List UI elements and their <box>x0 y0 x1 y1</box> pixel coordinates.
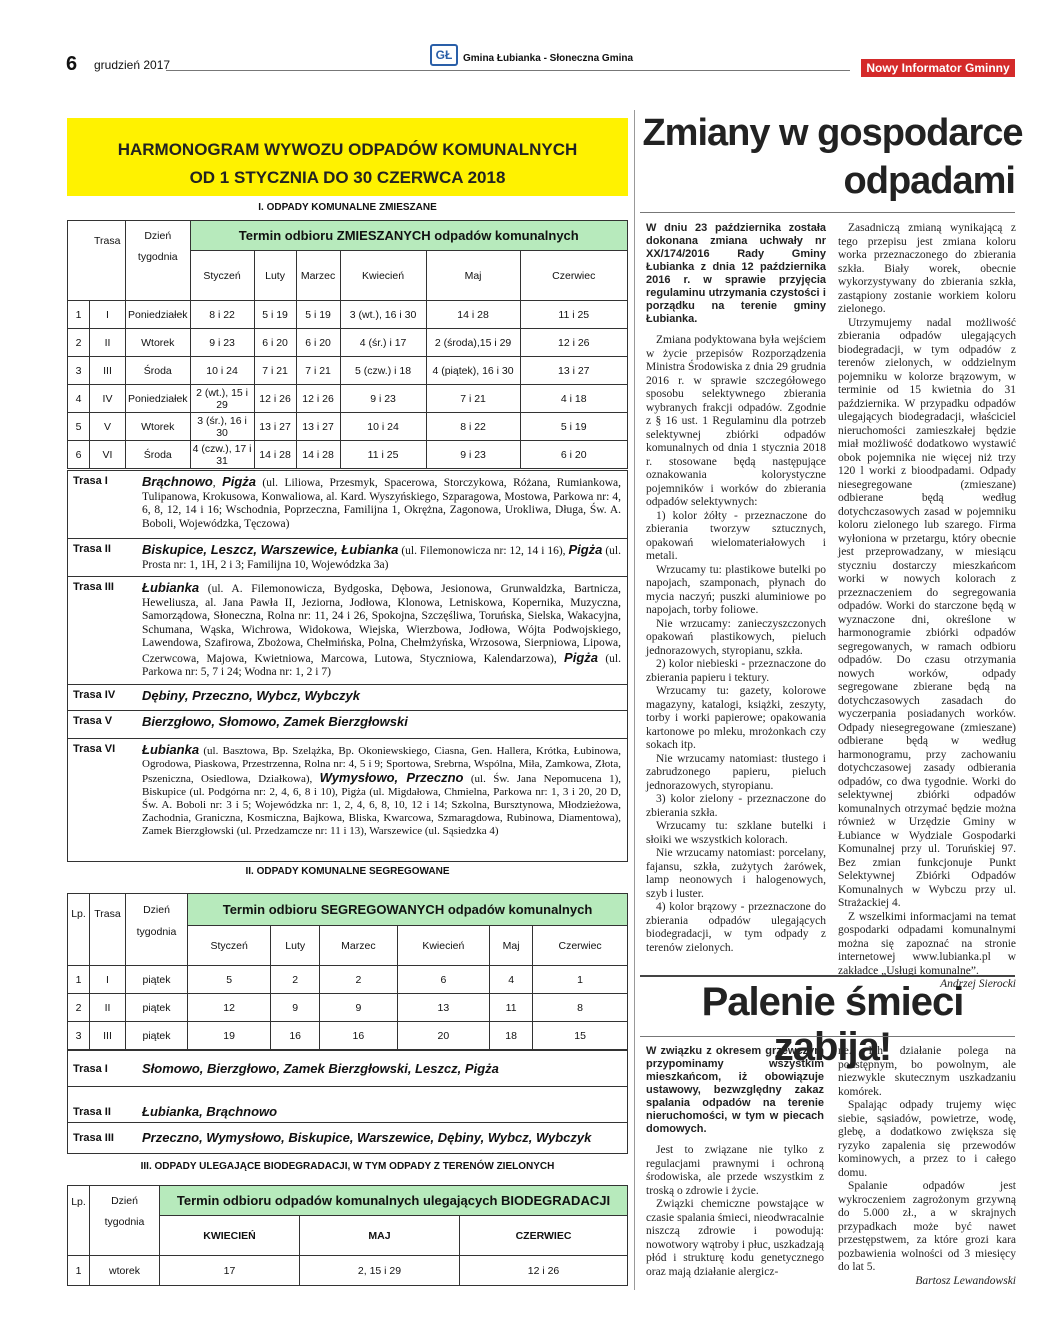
cell: 6 i 20 <box>254 329 296 357</box>
table-row <box>68 385 628 413</box>
cell: 2 <box>320 966 398 994</box>
section-2-title: II. ODPADY KOMUNALNE SEGREGOWANE <box>245 866 450 877</box>
route-village: Pigża <box>568 542 603 557</box>
mixed-waste-table <box>67 220 628 469</box>
article-1-lead: W dniu 23 października została dokonana zmiana uchwały nr XX/174/2016 Rady Gminy Łubianka z dnia 12 października 2016 r. w sprawie przyjęcia regulaminu utrzymania czystości i porządku na terenie gminy Łubianka. <box>646 222 826 325</box>
cell: 1 <box>533 966 628 994</box>
table-row <box>68 329 628 357</box>
cell: V <box>90 413 126 441</box>
schedule-subtitle: OD 1 STYCZNIA DO 30 CZERWCA 2018 <box>189 168 506 187</box>
cell: 7 i 21 <box>426 385 520 413</box>
cell: 4 <box>490 966 533 994</box>
route-village: Dębiny, Przeczno, Wybcz, Wybczyk <box>142 688 360 703</box>
cell: 11 <box>490 994 533 1022</box>
cell: 13 i 27 <box>520 357 627 385</box>
paragraph: Nie wrzucamy natomiast: tłustego i zabrudzonego papieru, pieluch jednorazowych, styropianu. <box>646 752 826 792</box>
cell: VI <box>90 441 126 469</box>
cell: Wtorek <box>126 329 191 357</box>
cell: 4 <box>68 385 90 413</box>
month-header: Marzec <box>296 251 340 301</box>
month-header: Kwiecień <box>397 926 489 966</box>
cell: 2, 15 i 29 <box>300 1256 460 1286</box>
route-village: Pigża <box>222 474 257 489</box>
header-rule <box>166 70 850 71</box>
cell: 5 <box>68 413 90 441</box>
route-label: Trasa III <box>73 1132 114 1144</box>
issue-date: grudzień 2017 <box>94 58 171 72</box>
page-header <box>0 0 1050 90</box>
route-streets <box>136 577 627 684</box>
cell: 9 i 23 <box>190 329 254 357</box>
paragraph: Spalanie odpadów jest wykroczeniem zagrożonym grzywną do 5.000 zł., a w skrajnych przypadkach może być nawet przestępstwem, za które grozi kara pozbawienia wolności od 3 miesięcy do lat 5. <box>838 1180 1016 1273</box>
route-streets <box>136 739 627 861</box>
schedule-title: HARMONOGRAM WYWOZU ODPADÓW KOMUNALNYCH <box>117 140 578 159</box>
route-village: Łubianka <box>142 580 200 595</box>
month-header: CZERWIEC <box>460 1216 628 1256</box>
cell: IV <box>90 385 126 413</box>
cell: 1 <box>68 301 90 329</box>
cell: 14 i 28 <box>254 441 296 469</box>
route-village: Bierzgłowo, Słomowo, Zamek Bierzgłowski <box>142 714 408 729</box>
route-text: , <box>212 477 223 489</box>
article-2-lead: W związku z okresem grzewczym przypominamy wszystkim mieszkańcom, iż obowiązuje ustawowy, bezwzględny zakaz spalania odpadów na terenie nieruchomości, w tym w piecach domowych. <box>646 1045 824 1135</box>
article-1-headline-2: odpadami <box>843 160 1015 202</box>
cell: III <box>90 357 126 385</box>
article-2-headline: Palenie śmieci zabija! <box>701 980 964 1069</box>
paragraph: Utrzymujemy nadal możliwość zbierania odpadów ulegających biodegradacji, w tym odpadów z terenów zielonych, w oddzielnym pojemniku w kolorze brązowym, w terminie od 15 kwietnia do 31 października. W przypadku odpadów ulegających biodegradacji, właściciel nieruchomości zamieszkałej będzie miał możliwość dodatkowo wystawić obok pojemnika nie więcej niż trzy 120 l worki z bioodpadami. Odpady niesegregowane (zmieszane) odbierane będą według dotychczasowych zasad w pojemniku koloru zielonego lub szarego. Firma wyłoniona w przetargu, który obecnie jest przeprowadzany, w miesiącu styczniu dostarczy mieszkańcom worki w nowych kolorach z przeznaczeniem do segregowania odpadów. Worki do starczone będą w wyznaczone dni, określone w harmonogramie zbiórki odpadów segregowanych, w ramach odbioru odpadów. Do czasu otrzymania nowych worków, odpady segregowane zbierane będą na dotychczasowych zasadach do wyczerpania posiadanych worków. Odpady niesegregowane (zmieszane) odbierane będą w według harmonogramu, przy zachowaniu dotychczasowej zasady odbierania odpadów, co dwa tygodnie. Worki do selektywnej zbiórki odpadów komunalnych otrzymać będzie można również w Urzędzie Gminy w Łubiance w Wydziale Gospodarki Komunalnej przy ul. Toruńskiej 97. Bez zmian funkcjonuje Punkt Selektywnej Zbiórki Odpadów Komunalnych w Wybczu przy ul. Strażackiej 4. <box>838 316 1016 909</box>
cell: 2 <box>68 994 90 1022</box>
cell: 5 i 19 <box>254 301 296 329</box>
bio-termin-header: Termin odbioru odpadów komunalnych ulegających BIODEGRADACJI <box>160 1186 628 1216</box>
route-row <box>68 1087 627 1123</box>
cell: 14 i 28 <box>426 301 520 329</box>
section-3-title: III. ODPADY ULEGAJĄCE BIODEGRADACJI, W TYM ODPADY Z TERENÓW ZIELONYCH <box>140 1161 555 1172</box>
col-trasa: Trasa <box>90 221 126 301</box>
paragraph: Spalając odpady trujemy więc siebie, sąsiadów, powietrze, wodę, glebę, a dodatkowo zwiększa się ryzyko zapalenia się przewodów kominowych, a przez to i całego domu. <box>838 1099 1016 1179</box>
cell: 15 <box>533 1022 628 1050</box>
headline-rule <box>640 212 1015 213</box>
cell: 11 i 25 <box>340 441 426 469</box>
cell: 4 (piątek), 16 i 30 <box>426 357 520 385</box>
paragraph: Wrzucamy tu: gazety, kolorowe magazyny, katalogi, książki, zeszyty, torby i worki papierowe; opakowania kartonowe po mleku, mrożonkach czy sokach itp. <box>646 685 826 751</box>
paragraph: Jest to związane nie tylko z regulacjami prawnymi i ochroną środowiska, ale przede wszystkim z troską o zdrowie i życie. <box>646 1144 824 1197</box>
article-2-col-1 <box>646 1045 824 1279</box>
cell: 12 <box>188 994 271 1022</box>
section-1-title: I. ODPADY KOMUNALNE ZMIESZANE <box>258 202 437 213</box>
paper-name-badge: Nowy Informator Gminny <box>861 59 1015 77</box>
cell: I <box>90 301 126 329</box>
month-header: Styczeń <box>188 926 271 966</box>
article-1-headline-1: Zmiany w gospodarce <box>642 112 1023 154</box>
col-dzien: Dzień <box>90 1186 160 1216</box>
route-row <box>68 739 627 861</box>
route-row <box>68 711 627 739</box>
cell: Poniedziałek <box>126 301 191 329</box>
article-separator <box>640 975 1015 977</box>
route-village: Brąchnowo <box>142 474 213 489</box>
cell: 3 <box>68 1022 90 1050</box>
route-village: Wymysłowo, Przeczno <box>319 770 464 785</box>
cell: 13 i 27 <box>254 413 296 441</box>
table-row <box>68 966 628 994</box>
cell: 16 <box>271 1022 320 1050</box>
route-village: Biskupice, Leszcz, Warszewice, Łubianka <box>142 542 399 557</box>
route-label: Trasa II <box>73 1106 111 1118</box>
cell: 4 i 18 <box>520 385 627 413</box>
col-tygodnia: tygodnia <box>126 926 188 966</box>
route-streets <box>136 711 627 738</box>
cell: 1 <box>68 966 90 994</box>
cell: 10 i 24 <box>190 357 254 385</box>
route-label: Trasa IV <box>73 689 116 701</box>
paragraph: Zasadniczą zmianą wynikającą z tego przepisu jest zmiana koloru worka przeznaczonego do zbierania szkła. Biały worek, obecnie wykorzystywany do zbierania szkła, zastąpiony zostanie workiem koloru zielonego. <box>838 222 1016 315</box>
cell: 8 i 22 <box>426 413 520 441</box>
bio-waste-table <box>67 1185 628 1286</box>
cell: 11 i 25 <box>520 301 627 329</box>
cell: 12 i 26 <box>460 1256 628 1286</box>
paragraph: Z wszelkimi informacjami na temat gospodarki odpadami komunalnymi można się zapoznać na stronie internetowej www.lubianka.pl w zakładce „Usługi komunalne”. <box>838 910 1016 977</box>
cell: 3 (śr.), 16 i 30 <box>190 413 254 441</box>
route-label: Trasa V <box>73 715 113 727</box>
route-row <box>68 1051 627 1087</box>
cell: 2 <box>271 966 320 994</box>
cell: piątek <box>126 994 188 1022</box>
cell: wtorek <box>90 1256 160 1286</box>
cell: 5 (czw.) i 18 <box>340 357 426 385</box>
month-header: Kwiecień <box>340 251 426 301</box>
article-2-author: Bartosz Lewandowski <box>915 1274 1016 1287</box>
cell: piątek <box>126 1022 188 1050</box>
cell: 9 <box>320 994 398 1022</box>
col-dzien: Dzień <box>126 221 191 251</box>
paragraph: Nie wrzucamy: zanieczyszczonych opakowań plastikowych, pieluch jednorazowych, styropianu, szkła. <box>646 617 826 657</box>
route-label: Trasa III <box>73 581 114 593</box>
cell: 5 i 19 <box>296 301 340 329</box>
paragraph: Wrzucamy tu: szklane butelki i słoiki we wszystkich kolorach. <box>646 820 826 846</box>
route-text: (ul. Prosta nr: 1, 1H, 2 i 3; Familijna 10, Wojewódzka 3a) <box>142 545 622 571</box>
cell: Środa <box>126 357 191 385</box>
article-2-col-2 <box>838 1045 1016 1288</box>
month-header: KWIECIEŃ <box>160 1216 300 1256</box>
route-villages: Słomowo, Bierzgłowo, Zamek Bierzgłowski, Leszcz, Pigża <box>142 1060 499 1076</box>
route-text: (ul. Parkowa nr: 5, 7 i 24; Wodna nr: 1, 2 i 7) <box>142 652 621 678</box>
col-dzien: Dzień <box>126 894 188 926</box>
segregated-waste-table <box>67 893 628 1050</box>
route-text: (ul. Filemonowicza nr: 12, 14 i 16), <box>398 545 569 557</box>
cell: 18 <box>490 1022 533 1050</box>
cell: Poniedziałek <box>126 385 191 413</box>
schedule-title-box <box>67 118 628 196</box>
route-streets <box>136 685 627 710</box>
cell: Wtorek <box>126 413 191 441</box>
month-header: Maj <box>426 251 520 301</box>
table-row <box>68 357 628 385</box>
cell: 12 i 26 <box>520 329 627 357</box>
cell: 3 <box>68 357 90 385</box>
cell: 17 <box>160 1256 300 1286</box>
route-village: Pigża <box>564 649 599 665</box>
month-header: Maj <box>490 926 533 966</box>
segregated-termin-header: Termin odbioru SEGREGOWANYCH odpadów komunalnych <box>188 894 628 926</box>
cell: 7 i 21 <box>254 357 296 385</box>
paragraph: Nie wrzucamy natomiast: porcelany, fajansu, szkła, zużytych żarówek, lamp neonowych i halogenowych, szyb i luster. <box>646 847 826 900</box>
route-row <box>68 577 627 685</box>
month-header: Luty <box>254 251 296 301</box>
table-row <box>68 994 628 1022</box>
cell: 12 i 26 <box>254 385 296 413</box>
cell: 4 (czw.), 17 i 31 <box>190 441 254 469</box>
segregated-routes-box <box>67 1050 628 1154</box>
cell: 6 i 20 <box>296 329 340 357</box>
route-row <box>68 685 627 711</box>
cell: 3 (wt.), 16 i 30 <box>340 301 426 329</box>
cell: 8 <box>533 994 628 1022</box>
cell: piątek <box>126 966 188 994</box>
col-lp <box>68 221 90 301</box>
cell: II <box>90 994 126 1022</box>
table-row <box>68 1256 628 1286</box>
paragraph: Zmiana podyktowana była wejściem w życie przepisów Rozporządzenia Ministra Środowiska z dnia 29 grudnia 2016 r. w sprawie szczegółowego sposobu selektywnego zbierania wybranych frakcji odpadów. Zgodnie z § 16 ust. 1 Regulaminu dla potrzeb selektywnej zbiórki odpadów komunalnych od dnia 1 stycznia 2018 r. stosowane będą następujące oznakowania kolorystyczne pojemników i worków do zbierania odpadów selektywnych: <box>646 334 826 508</box>
route-text: (ul. Św. Jana Nepomucena 1), Biskupice (ul. Podgórna nr: 2, 4, 6, 8 i 10), Pigża (ul. Migdałowa, Chmielna, Parkowa nr: 1, 3 i 20, 20 D, Św. A. Boboli nr: 3 i 5; Wojewódzka nr: 1, 2, 4, 6, 8, 10, 12 i 14; Szkolna, Bursztynowa, Młodzieżowa, Zachodnia, Graniczna, Kosmiczna, Bajkowa, Bliska, Kwarcowa, Szmaragdowa, Rubinowa, Diamentowa), Zamek Bierzgłowski (ul. Przedzamcze nr: 11 i 13), Warszewice (ul. Sąsiedzka 4) <box>142 773 621 837</box>
col-lp: Lp. <box>68 894 90 966</box>
cell: 13 i 27 <box>296 413 340 441</box>
mixed-routes-box <box>67 470 628 862</box>
route-label: Trasa VI <box>73 743 116 755</box>
route-label: Trasa I <box>73 475 108 487</box>
paragraph: ne. Ich działanie polega na podstępnym, bo powolnym, ale niezwykle skutecznym uszkadzaniu komórek. <box>838 1045 1016 1098</box>
col-trasa: Trasa <box>90 894 126 966</box>
cell: III <box>90 1022 126 1050</box>
route-villages: Łubianka, Brąchnowo <box>142 1103 278 1119</box>
cell: 6 <box>68 441 90 469</box>
col-tygodnia: tygodnia <box>90 1216 160 1256</box>
cell: 7 i 21 <box>296 357 340 385</box>
article-1-author: Andrzej Sierocki <box>940 978 1016 990</box>
route-label: Trasa II <box>73 543 111 555</box>
route-villages: Przeczno, Wymysłowo, Biskupice, Warszewice, Dębiny, Wybcz, Wybczyk <box>142 1130 592 1146</box>
page-number: 6 <box>66 53 78 75</box>
cell: 12 i 26 <box>296 385 340 413</box>
cell: 10 i 24 <box>340 413 426 441</box>
month-header: Styczeń <box>190 251 254 301</box>
paragraph: 2) kolor niebieski - przeznaczone do zbierania papieru i tektury. <box>646 658 826 684</box>
cell: 9 i 23 <box>426 441 520 469</box>
route-streets <box>136 471 627 538</box>
cell: 5 i 19 <box>520 413 627 441</box>
cell: 16 <box>320 1022 398 1050</box>
article-1-col-2 <box>838 222 1016 992</box>
route-row <box>68 471 627 539</box>
paragraph: 1) kolor żółty - przeznaczone do zbierania tworzyw sztucznych, opakowań wielomateriałowych i metali. <box>646 509 826 562</box>
cell: 2 <box>68 329 90 357</box>
headline-rule <box>640 1036 1015 1037</box>
cell: 2 (wt.), 15 i 29 <box>190 385 254 413</box>
table-row <box>68 441 628 469</box>
month-header: Czerwiec <box>533 926 628 966</box>
gmina-name: Gmina Łubianka - Słoneczna Gmina <box>463 53 634 64</box>
cell: 6 i 20 <box>520 441 627 469</box>
cell: 6 <box>397 966 489 994</box>
cell: I <box>90 966 126 994</box>
route-text: (ul. Liliowa, Przesmyk, Spacerowa, Storczykowa, Różana, Rumiankowa, Tulipanowa, Krokusowa, Konwaliowa, al. Kard. Wyszyńskiego, Szparagowa, Mostowa, Parkowa nr: 4, 6, 8, 12, 14 i 16; Wschodnia, Poprzeczna, Familijna 1, Okrężna, Zagonowa, Urokliwa, Długa, Św. A. Boboli, Wojewódzka, Tęczowa) <box>142 477 621 530</box>
col-lp: Lp. <box>68 1186 90 1256</box>
cell: 5 <box>188 966 271 994</box>
cell: 4 (śr.) i 17 <box>340 329 426 357</box>
paragraph: 4) kolor brązowy - przeznaczone do zbierania odpadów ulegających biodegradacji, w tym odpady z terenów zielonych. <box>646 901 826 954</box>
paragraph: Wrzucamy tu: plastikowe butelki po napojach, szamponach, płynach do mycia naczyń; puszki aluminiowe po napojach, torby foliowe. <box>646 563 826 616</box>
paragraph: Związki chemiczne powstające w czasie spalania śmieci, nieodwracalnie niszczą zdrowie i powodują: nowotwory wątroby i płuc, uszkadzają płód i strukturę kodu genetycznego oraz mają działanie alergicz- <box>646 1198 824 1278</box>
table-row <box>68 301 628 329</box>
cell: 1 <box>68 1256 90 1286</box>
cell: 14 i 28 <box>296 441 340 469</box>
cell: 2 (środa),15 i 29 <box>426 329 520 357</box>
col-tygodnia: tygodnia <box>126 251 191 301</box>
cell: 13 <box>397 994 489 1022</box>
gmina-logo-icon: GŁ <box>430 44 458 66</box>
route-row <box>68 539 627 577</box>
cell: 9 i 23 <box>340 385 426 413</box>
cell: 19 <box>188 1022 271 1050</box>
route-label: Trasa I <box>73 1062 108 1075</box>
month-header: Czerwiec <box>520 251 627 301</box>
month-header: Marzec <box>320 926 398 966</box>
cell: 9 <box>271 994 320 1022</box>
cell: II <box>90 329 126 357</box>
route-text: (ul. Basztowa, Bp. Szelążka, Bp. Okoniewskiego, Ciasna, Gen. Hallera, Krótka, Łubinowa, Ogrodowa, Piaskowa, Przestrzenna, Rolna nr: 4, 5 i 9; Sportowa, Srebrna, Wspólna, Miła, Zamkowa, Złota, Pszeniczna, Osiedlowa, Działkowa), <box>142 745 621 785</box>
route-village: Łubianka <box>142 742 200 757</box>
article-1-col-1 <box>646 222 826 955</box>
month-header: MAJ <box>300 1216 460 1256</box>
route-streets <box>136 539 627 576</box>
route-row <box>68 1123 627 1153</box>
column-divider <box>634 110 635 1290</box>
table-row <box>68 1022 628 1050</box>
cell: 20 <box>397 1022 489 1050</box>
route-text: (ul. A. Filemonowicza, Bydgoska, Dębowa, Jesionowa, Grunwaldzka, Bartnicza, Heweliusza, al. Jana Pawła II, Jeziorna, Jodłowa, Klonowa, Letniskowa, Kopernika, Muzyczna, Samorządowa, Słoneczna, Rolna nr: 11, 24 i 26, Spokojna, Szczęśliwa, Toruńska, Sielska, Wakacyjna, Schumana, Wąska, Wichrowa, Widokowa, Wiejska, Wierzbowa, Jodłowa, Wójta Podwojskiego, Lawendowa, Szafirowa, Zbożowa, Chełmińska, Polna, Chełmżyńska, Wrzosowa, Sierpniowa, Lipowa, Czerwcowa, Majowa, Kwietniowa, Marcowa, Lutowa, Styczniowa, Kalendarzowa), <box>142 583 621 665</box>
paragraph: 3) kolor zielony - przeznaczone do zbierania szkła. <box>646 793 826 819</box>
month-header: Luty <box>271 926 320 966</box>
table-row <box>68 413 628 441</box>
cell: 8 i 22 <box>190 301 254 329</box>
cell: Środa <box>126 441 191 469</box>
mixed-termin-header: Termin odbioru ZMIESZANYCH odpadów komunalnych <box>190 221 627 251</box>
